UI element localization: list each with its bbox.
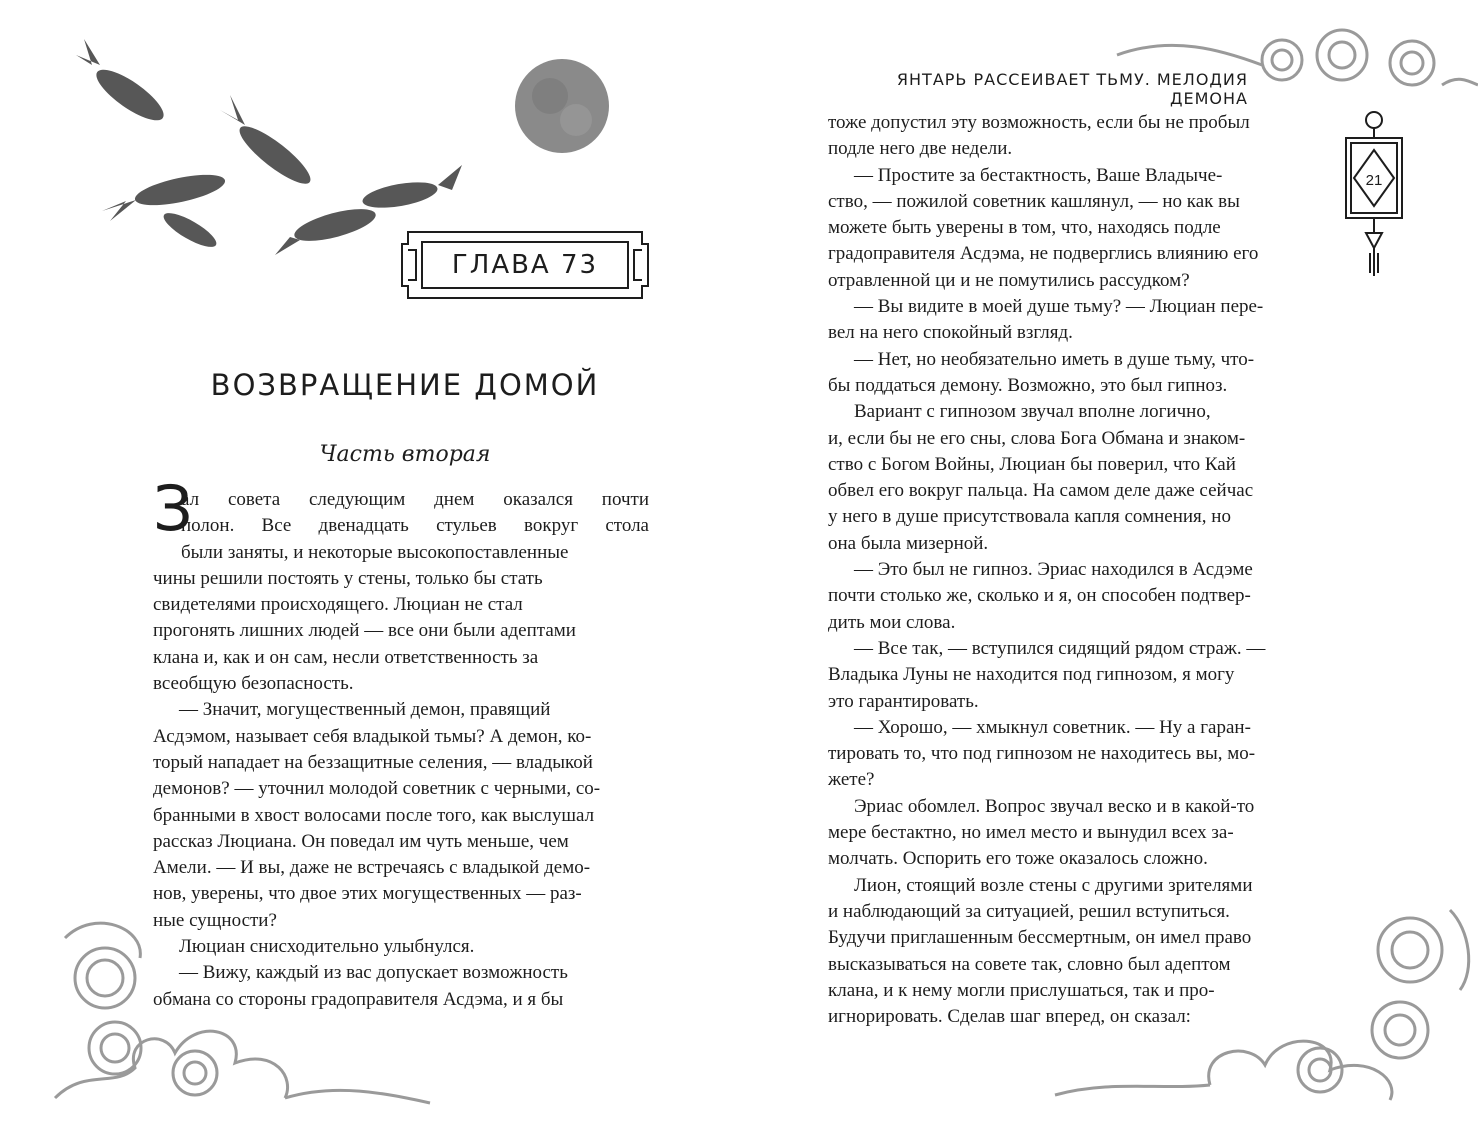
text-line: тировать то, что под гипнозом не находитесь вы, мо- [828,743,1256,765]
cloud-ornament-bottom-left [45,898,435,1108]
text-line: и, если бы не его сны, слова Бога Обмана и знаком- [828,427,1246,449]
page-number: 21 [1365,172,1383,189]
text-line: — Хорошо, — хмыкнул советник. — Ну а гаран- [854,716,1251,738]
text-line: у него в душе присутствовала капля сомнения, но [828,506,1231,528]
text-line: всеобщую безопасность. [153,673,354,695]
text-line: это гарантировать. [828,690,979,712]
text-line: прогонять лишних людей — все они были адептами [153,620,576,642]
text-line: почти столько же, сколько и я, он способен подтвер- [828,585,1251,607]
text-line: можете быть уверены в том, что, находясь подле [828,217,1221,239]
text-line: молчать. Оспорить его тоже оказалось сложно. [828,848,1208,870]
cloud-ornament-bottom-right [1050,890,1478,1105]
text-line: ство с Богом Войны, Люциан бы поверил, что Кай [828,453,1236,475]
text-line: ные сущности? [153,909,277,931]
moon-illustration [514,58,610,154]
lantern-ornament [1340,108,1408,280]
text-line: клана и, как и он сам, несли ответственность за [153,646,539,668]
text-line: обмана со стороны градоправителя Асдэма, и я бы [153,988,564,1010]
text-line: и наблюдающий за ситуацией, решил вступиться. [828,900,1230,922]
text-line: она была мизерной. [828,532,989,554]
text-line: — Значит, могущественный демон, правящий [179,699,551,721]
opening-paragraph [153,472,649,545]
text-line: нов, уверены, что двое этих могущественных — раз- [153,883,582,905]
text-line: Эриас обомлел. Вопрос звучал веско и в какой-то [854,795,1255,817]
text-line: были заняты, и некоторые высокопоставленные [181,541,569,563]
text-line: Будучи приглашенным бессмертным, он имел право [828,927,1252,949]
text-line: — Нет, но необязательно иметь в душе тьму, что- [854,348,1255,370]
text-line: бранными в хвост волосами после того, как выслушал [153,804,595,826]
text-line: вел на него спокойный взгляд. [828,322,1073,344]
text-line: подле него две недели. [828,138,1013,160]
text-line: игнорировать. Сделав шаг вперед, он сказал: [828,1006,1191,1028]
text-line: отравленной ци и не помутились рассудком? [828,269,1190,291]
text-line: бы поддаться демону. Возможно, это был гипноз. [828,374,1228,396]
drop-cap: З [153,472,193,545]
text-line: тоже допустил эту возможность, если бы не пробыл [828,112,1250,133]
text-line: Амели. — И вы, даже не встречаясь с владыкой демо- [153,857,591,879]
text-line: ство, — пожилой советник кашлянул, — но как вы [828,190,1240,212]
text-line: дить мои слова. [828,611,956,633]
chapter-label: ГЛАВА 73 [451,250,599,280]
text-line: клана, и к нему могли прислушаться, так и про- [828,979,1215,1001]
text-line: свидетелями происходящего. Люциан не стал [153,594,523,616]
text-line: — Вы видите в моей душе тьму? — Люциан пере- [854,296,1264,318]
text-line: полон. Все двенадцать стульев вокруг стола [181,515,649,537]
text-line: демонов? — уточнил молодой советник с черными, со- [153,778,601,800]
koi-fish-illustration [70,25,500,265]
text-line: мере бестактно, но имел место и вынудил всех за- [828,822,1234,844]
text-line: Вариант с гипнозом звучал вполне логично, [854,401,1211,423]
text-line: торый нападает на беззащитные селения, — владыкой [153,751,593,773]
text-line: Владыка Луны не находится под гипнозом, я могу [828,664,1235,686]
text-line: Асдэмом, называет себя владыкой тьмы? А демон, ко- [153,725,592,747]
chapter-subtitle: Часть вторая [319,442,491,467]
text-line: жете? [828,769,875,791]
text-line: Лион, стоящий возле стены с другими зрителями [854,874,1253,896]
chapter-title: ВОЗВРАЩЕНИЕ ДОМОЙ [210,368,600,402]
text-line: Люциан снисходительно улыбнулся. [179,936,475,958]
text-line: — Простите за бестактность, Ваше Владыче- [854,164,1223,186]
text-line: — Вижу, каждый из вас допускает возможность [179,962,568,984]
text-line: градоправителя Асдэма, не подверглись влиянию его [828,243,1259,265]
text-line: ал совета следующим днем оказался почти [181,489,649,510]
text-line: — Это был не гипноз. Эриас находился в Асдэме [854,559,1253,581]
text-line: рассказ Люциана. Он поведал им чуть меньше, чем [153,830,569,852]
text-line: чины решили постоять у стены, только бы стать [153,567,543,589]
running-head: ЯНТАРЬ РАССЕИВАЕТ ТЬМУ. МЕЛОДИЯ ДЕМОНА [896,70,1248,108]
text-line: обвел его вокруг пальца. На самом деле даже сейчас [828,480,1254,502]
text-line: — Все так, — вступился сидящий рядом страж. — [854,637,1266,659]
text-line: высказываться на совете так, словно был адептом [828,953,1231,975]
